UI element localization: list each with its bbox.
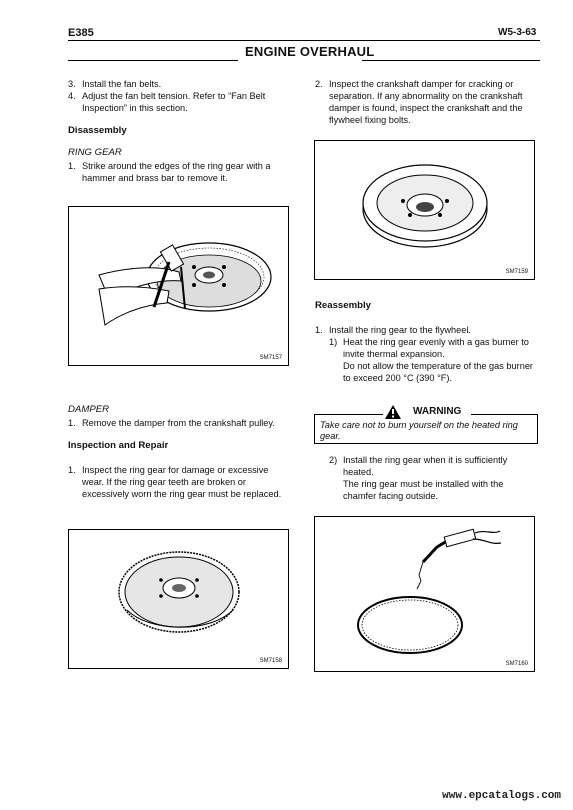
list-item: 1. Inspect the ring gear for damage or excessive wear. If the ring gear teeth are broken or excessively worn the ring gear must be replaced. <box>68 465 282 499</box>
list-item: 1. Remove the damper from the crankshaft pulley. <box>68 418 275 428</box>
footer-url[interactable]: www.epcatalogs.com <box>442 790 561 802</box>
list-item: 3. Install the fan belts. <box>68 79 162 89</box>
disassembly-heading: Disassembly <box>68 125 127 136</box>
list-item: 4. Adjust the fan belt tension. Refer to “Fan Belt Inspection” in this section. <box>68 91 266 113</box>
figure-ring-gear-removal <box>68 206 289 366</box>
warning-icon <box>385 405 401 419</box>
inspection-steps <box>68 464 288 500</box>
figure-label: SM7158 <box>259 658 282 664</box>
page-title: ENGINE OVERHAUL <box>245 44 375 59</box>
header-rule-left <box>68 60 238 61</box>
figure-label: SM7159 <box>505 269 528 275</box>
inspection-heading: Inspection and Repair <box>68 440 169 451</box>
figure-label: SM7160 <box>505 661 528 667</box>
crankshaft-damper-illustration <box>315 141 534 279</box>
ring-gear-removal-illustration <box>69 207 288 365</box>
page-number: W5-3-63 <box>498 27 537 38</box>
warning-title: WARNING <box>413 406 462 417</box>
flywheel-illustration <box>69 530 288 668</box>
header-rule-right <box>362 60 540 61</box>
damper-subheading: DAMPER <box>68 404 110 415</box>
damper-steps <box>68 417 290 429</box>
warning-text: Take care not to burn yourself on the heated ring gear. <box>320 420 518 441</box>
list-item: 1. Strike around the edges of the ring gear with a hammer and brass bar to remove it. <box>68 161 271 183</box>
list-item: 1. Install the ring gear to the flywheel. <box>315 325 471 335</box>
install-step <box>315 454 537 502</box>
heating-ring-gear-illustration <box>315 517 534 671</box>
ring-gear-subheading: RING GEAR <box>68 147 122 158</box>
reassembly-steps <box>315 324 537 384</box>
figure-flywheel <box>68 529 289 669</box>
document-code: E385 <box>68 27 94 39</box>
figure-heating-ring-gear <box>314 516 535 672</box>
reassembly-heading: Reassembly <box>315 300 371 311</box>
header-rule-top <box>68 40 540 41</box>
ring-gear-steps <box>68 160 288 184</box>
reassembly-substep: 1) Heat the ring gear evenly with a gas burner to invite thermal expansion. Do not allow the temperature of the gas burner to exceed 200 °C (390 °F). <box>329 337 533 383</box>
damper-inspection-steps <box>315 78 537 126</box>
figure-label: SM7157 <box>259 355 282 361</box>
intro-steps <box>68 78 286 114</box>
figure-crankshaft-damper <box>314 140 535 280</box>
install-substep: 2) Install the ring gear when it is sufficiently heated. The ring gear must be installed with the chamfer facing outside. <box>329 455 508 501</box>
warning-header <box>383 405 471 420</box>
list-item: 2. Inspect the crankshaft damper for cracking or separation. If any abnormality on the crankshaft damper is found, inspect the crankshaft and the flywheel fixing bolts. <box>315 79 523 125</box>
